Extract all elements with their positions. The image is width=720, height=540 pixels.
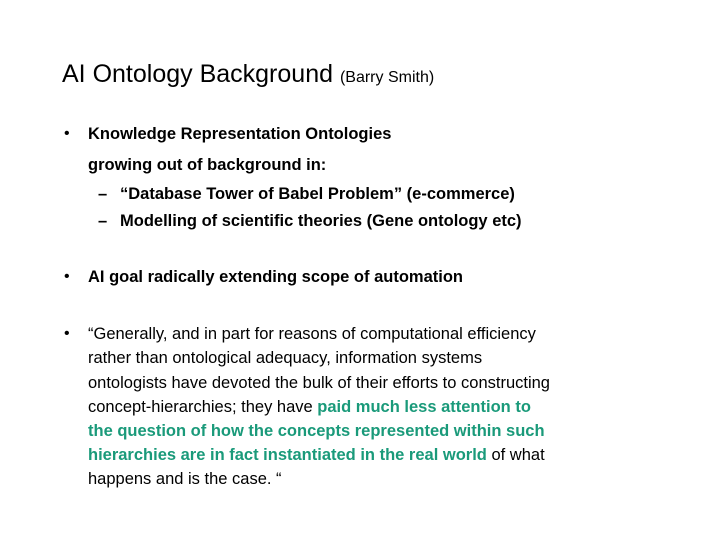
bullet-3-line-1: “Generally, and in part for reasons of computational efficiency [88,325,536,343]
quote-plain-text: of what [486,446,545,464]
bullet-3-line-6 [88,446,545,465]
bullet-2-line-1: AI goal radically extending scope of automation [88,268,463,286]
bullet-marker: • [64,325,70,342]
bullet-1-line-1: Knowledge Representation Ontologies [88,125,392,143]
quote-highlight-text: paid much less attention to [317,398,531,416]
bullet-3-line-4 [88,398,531,417]
subitem-marker: – [98,212,108,230]
bullet-1-line-2: growing out of background in: [88,156,327,174]
slide-title [62,60,434,89]
subitem-1: “Database Tower of Babel Problem” (e-commerce) [120,185,515,203]
quote-highlight-text: hierarchies are in fact instantiated in the real world [88,446,487,464]
quote-plain-text: concept-hierarchies; they have [88,398,318,416]
bullet-3-line-3: ontologists have devoted the bulk of their efforts to constructing [88,374,550,392]
bullet-3-line-7: happens and is the case. “ [88,470,282,488]
subitem-marker: – [98,185,108,203]
bullet-marker: • [64,268,70,285]
title-main: AI Ontology Background [62,60,333,88]
bullet-3-line-2: rather than ontological adequacy, information systems [88,349,483,367]
subitem-2: Modelling of scientific theories (Gene ontology etc) [120,212,522,230]
bullet-marker: • [64,125,70,142]
bullet-3-line-5: the question of how the concepts represented within such [88,422,545,440]
title-attribution: (Barry Smith) [339,69,435,86]
